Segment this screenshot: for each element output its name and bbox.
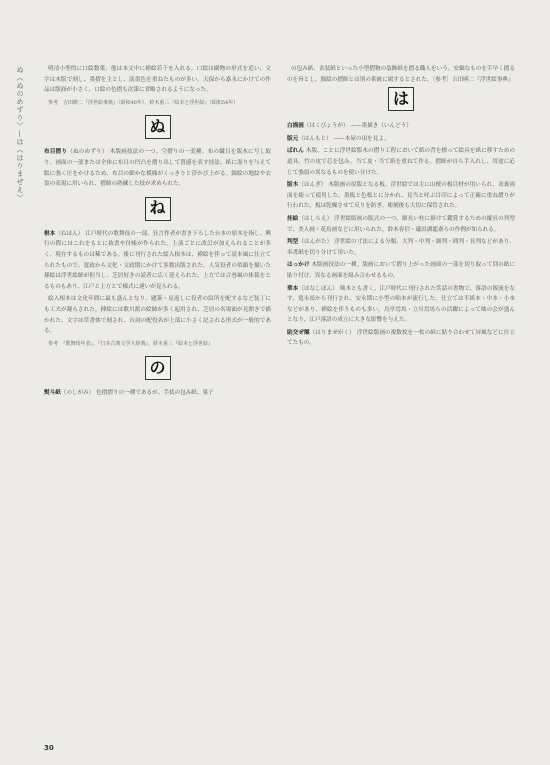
entry-reading: （はんもと） — [298, 135, 332, 142]
dictionary-entry — [44, 388, 271, 399]
entry-reading: （はんがた） — [298, 239, 333, 246]
entry-headword: 華本 — [287, 285, 299, 292]
left-column — [44, 64, 271, 762]
entry-headword: 布目摺り — [44, 149, 68, 156]
dictionary-entry — [287, 121, 515, 132]
entry-reading: （はなしぼん） — [298, 285, 338, 292]
dictionary-entry — [287, 180, 515, 212]
entry-headword: 版木 — [287, 182, 299, 189]
entry-reading: （ねほん） — [55, 230, 84, 237]
entry-text: 江戸時代の歌舞伎の一部。狂言作者が書き下ろした台本の原本を指し、興行の際にはこれをもとに抜書や付帳が作られた。上演ごとに改訂が加えられることが多く、現存するものは稀である。後に刊行された絵入根本は、挿絵を伴って読本風に仕立てられたもので、寛政から文化・文政期にかけて多数出版された。人気役者の似顔を描いた挿絵は浮世絵師が担当し、芝居好きの読者に広く迎えられた。上方では合巻風の体裁をとるものもあり、江戸と上方とで様式に違いが見られる。 — [44, 230, 271, 290]
section-kana-ha: は — [388, 87, 414, 111]
dictionary-entry — [287, 146, 515, 178]
entry-headword: 判型 — [287, 239, 299, 246]
intro-paragraph: 明清小型的に口絵数葉、他は本文中に挿絵若干を入れる。口絵は刷物の形式を追い、文字は木版で刻し、墨摺を主とし、淡墨色を重ねたものが多い。天保から嘉永にかけての作品は版面が小さく、口絵の色摺も次第に省略されるようになった。 — [44, 66, 271, 94]
entry-reading: （はしらえ） — [298, 215, 333, 222]
entry-headword: 版元 — [287, 135, 299, 142]
entry-reading: （のしがみ） — [60, 390, 95, 397]
entry-headword: 白描画 — [287, 123, 304, 130]
entry-text: 色摺摺りの一種であるが、手拭の包み紙、菓子 — [96, 390, 214, 397]
dictionary-entry — [287, 284, 515, 326]
entry-headword: 貼交ぜ額 — [287, 329, 310, 336]
section-kana-no: の — [145, 356, 171, 380]
dictionary-entry — [44, 147, 271, 189]
running-header: ぬ（ぬのめずり）—は（はりまぜえ） — [16, 66, 24, 202]
entry-reading: （はりまぜがく） — [309, 329, 355, 336]
right-column — [287, 64, 515, 762]
dictionary-entry — [44, 229, 271, 293]
entry-reading: （はくびょうが） — [303, 123, 349, 130]
entry-text: ——墨描き（いんどう） — [350, 123, 412, 130]
entry-text: 浮世絵版画の版式の一つ。細長い柱に掛けて鑑賞するための縦長の判型で、美人画・花鳥画などに用いられた。鈴木春信・礒田湖龍斎らの作例が知られる。 — [287, 215, 515, 233]
entry-headword: 挂絵 — [287, 215, 299, 222]
entry-text: 浮世絵の寸法による分類。大判・中判・細判・間判・長判などがあり、奉書紙を切り分けて用いた。 — [287, 239, 515, 256]
entry-headword: 根本 — [44, 230, 56, 237]
entry-paragraph: 絵入根本は文化年間に最も盛んとなり、題簽・見返しに役者の紋所を配するなど装丁にも工夫が凝らされた。挿絵には歌川派の絵師が多く起用され、芝居の名場面が見開きで描かれた。文字は草書体で刻され、台詞の配役名が上部に小さく記される形式が一般的である。 — [44, 296, 271, 335]
entry-headword: ばれん — [287, 148, 304, 155]
entry-text: 咄本とも書く。江戸時代に刊行された笑話の書物で、落語の源流をなす。寛永頃から刊行され、安永期に小型の咄本が流行した。仕立ては半紙本・中本・小本などがあり、挿絵を伴うものも多い。烏亭焉馬・立川焉馬らの活躍によって咄の会が盛んとなり、江戸落語の成立に大きな影響を与えた。 — [287, 285, 515, 324]
entry-reading: （はんぎ） — [298, 182, 327, 189]
entry-text: ——本屋の項を見よ。 — [333, 135, 390, 142]
intro-paragraph: の包み紙、表装紙といった小型摺物の装飾紙を摺る職人をいう。安価なものを手早く摺るのを旨とし、錦絵の摺師とは別の系統に属するとされた。〔参考〕吉田暎二『浮世絵事典』 — [287, 66, 515, 83]
entry-reading: （ぬのめずり） — [67, 149, 108, 156]
reference-note: 参考 吉田暎二『浮世絵事典』（昭和40年）、鈴木重三『絵本と浮世絵』（昭和54年） — [48, 99, 239, 106]
entry-text: 木版画技法の一つ。空摺りの一変種。布の繊目を版木に写し取り、画面の一部または全体に布目の凹凸を摺り出して質感を表す技法。紙に湿りを与えて版に強く圧をかけるため、布目の細かな模様がくっきりと浮かび上がる。錦絵の地紋や衣裳の表現に用いられ、摺師の熟練した技が求められた。 — [44, 149, 271, 188]
reference-note: 参考 『歌舞伎年表』、『日本古典文学大辞典』、鈴木重三『絵本と浮世絵』 — [48, 340, 214, 347]
entry-text: 木版画技法の一種。版画において摺り上がった画面の一部を切り取って別の紙に貼り付け、異なる画面を組み合わせるもの。 — [287, 262, 515, 279]
dictionary-entry — [287, 260, 515, 281]
section-kana-nu: ぬ — [145, 115, 171, 139]
entry-headword: 熨斗紙 — [44, 390, 61, 397]
section-kana-ne: ね — [145, 197, 171, 221]
entry-text: 木版、ことに浮世絵版木の摺り工程において紙の背を擦って絵具を紙に移すための道具。竹の皮で芯を包み、当て皮・当て紙を重ねて作る。摺師が自ら手入れし、用途に応じて強弱の異なるものを使い分けた。 — [287, 148, 515, 176]
entry-headword: はっかけ — [287, 262, 310, 269]
entry-text: 浮世絵版画の複数枚を一枚の紙に貼り合わせて屏風などに仕立てたもの。 — [287, 329, 515, 347]
dictionary-entry — [287, 214, 515, 235]
dictionary-entry — [287, 328, 515, 349]
dictionary-entry — [287, 237, 515, 258]
page-number: 30 — [44, 744, 54, 752]
dictionary-entry — [287, 134, 515, 145]
entry-text: 木版画の原版となる板。浮世絵では主に山桜の板目材が用いられ、表裏両面を彫って使用した。墨板と色板とに分かれ、見当と呼ぶ目印によって正確に重ね摺りが行われた。板は乾燥させて反りを防ぎ、彫刻後も大切に保管された。 — [287, 182, 515, 210]
